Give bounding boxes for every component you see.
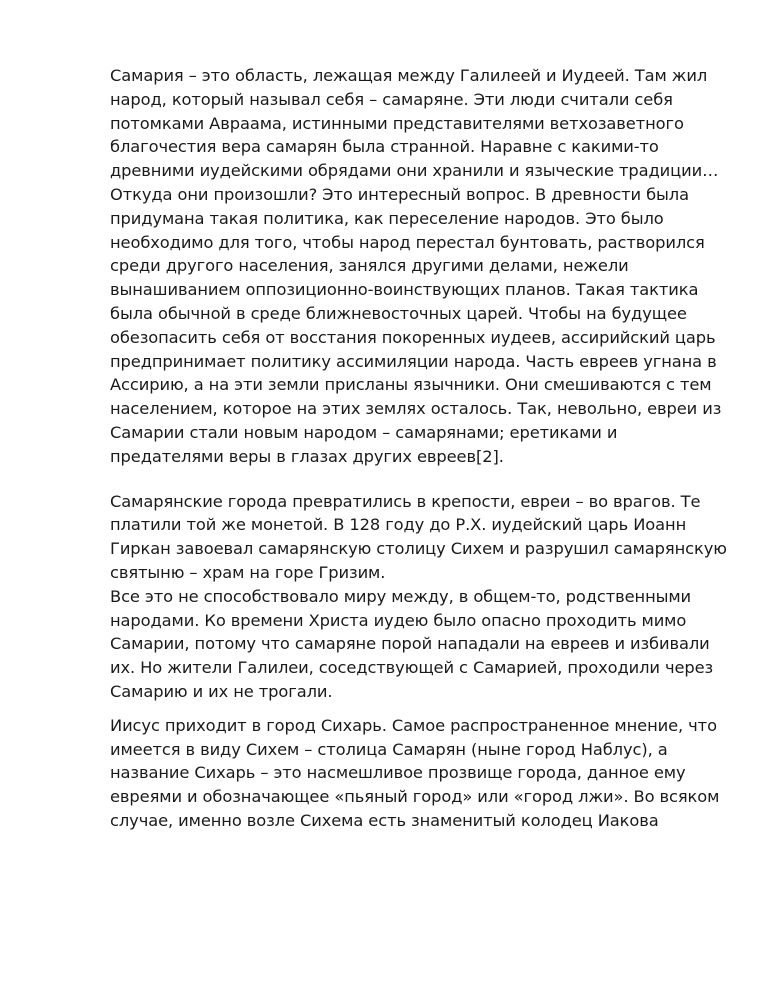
text-line: Самарянские города превратились в крепости, евреи – во врагов. Те — [110, 491, 701, 511]
text-line: Все это не способствовало миру между, в общем-то, родственными — [110, 586, 692, 606]
text-line: случае, именно возле Сихема есть знаменитый колодец Иакова — [110, 810, 659, 830]
text-line: была обычной в среде ближневосточных царей. Чтобы на будущее — [110, 303, 687, 323]
text-line: потомками Авраама, истинными представителями ветхозаветного — [110, 113, 684, 133]
text-line: вынашиванием оппозиционно-воинствующих планов. Такая тактика — [110, 280, 699, 300]
text-line: благочестия вера самарян была странной. Наравне с какими-то — [110, 137, 659, 157]
text-line: святыню – храм на горе Гризим. — [110, 562, 386, 582]
text-line: среди другого населения, занялся другими делами, нежели — [110, 256, 629, 276]
text-line: Иисус приходит в город Сихарь. Самое распространенное мнение, что — [110, 715, 717, 735]
text-line: предателями веры в глазах других евреев[2]. — [110, 446, 504, 466]
paragraph-sychar — [110, 714, 728, 833]
text-line: имеется в виду Сихем – столица Самарян (ныне город Наблус), а — [110, 739, 668, 759]
text-line: народ, который называл себя – самаряне. Эти люди считали себя — [110, 89, 673, 109]
paragraph-samaritan-cities — [110, 490, 728, 704]
text-line: Самарии стали новым народом – самарянами; еретиками и — [110, 422, 618, 442]
paragraph-samaria-origin — [110, 64, 728, 469]
text-line: народами. Ко времени Христа иудею было опасно проходить мимо — [110, 610, 687, 630]
text-line: Гиркан завоевал самарянскую столицу Сихем и разрушил самарянскую — [110, 539, 727, 559]
text-line: обезопасить себя от восстания покоренных иудеев, ассирийский царь — [110, 327, 716, 347]
text-line: предпринимает политику ассимиляции народа. Часть евреев угнана в — [110, 351, 717, 371]
paragraph-spacer — [110, 704, 728, 714]
text-line: платили той же монетой. В 128 году до Р.Х. иудейский царь Иоанн — [110, 515, 687, 535]
text-line: древними иудейскими обрядами они хранили и языческие традиции… — [110, 161, 719, 181]
text-line: Самария – это область, лежащая между Галилеей и Иудеей. Там жил — [110, 66, 708, 85]
paragraph-spacer — [110, 469, 728, 490]
text-line: название Сихарь – это насмешливое прозвище города, данное ему — [110, 763, 686, 783]
text-line: евреями и обозначающее «пьяный город» или «город лжи». Во всяком — [110, 787, 720, 807]
text-line: Самарию и их не трогали. — [110, 681, 333, 701]
text-line: Самарии, потому что самаряне порой нападали на евреев и избивали — [110, 634, 710, 654]
text-line: необходимо для того, чтобы народ перестал бунтовать, растворился — [110, 232, 705, 252]
text-line: Ассирию, а на эти земли присланы язычники. Они смешиваются с тем — [110, 375, 712, 395]
text-line: Откуда они произошли? Это интересный вопрос. В древности была — [110, 184, 689, 204]
text-line: их. Но жители Галилеи, соседствующей с Самарией, проходили через — [110, 658, 714, 678]
text-line: населением, которое на этих землях осталось. Так, невольно, евреи из — [110, 399, 722, 419]
text-line: придумана такая политика, как переселение народов. Это было — [110, 208, 664, 228]
